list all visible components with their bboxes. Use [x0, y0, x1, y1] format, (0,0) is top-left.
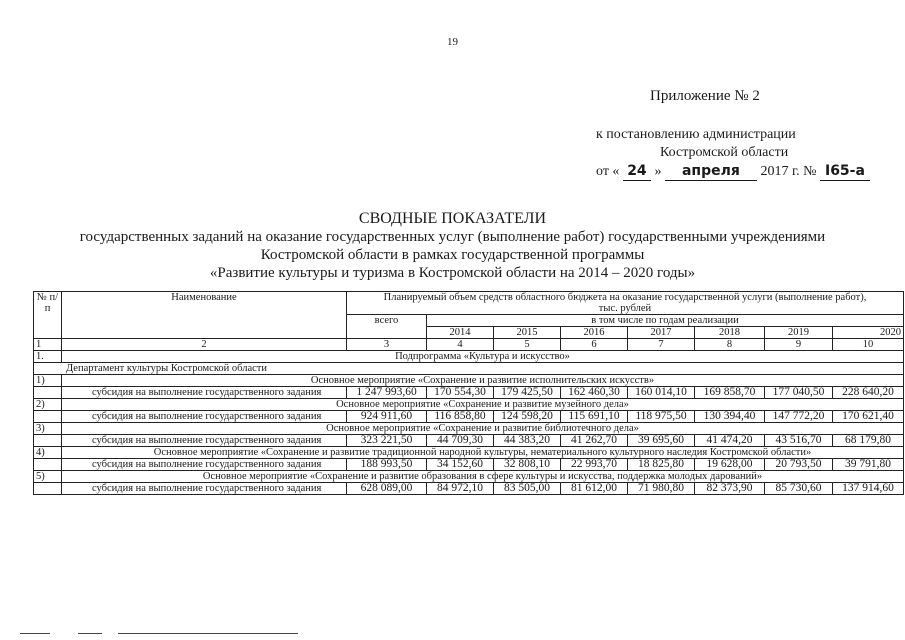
header-number: № п/п: [34, 292, 62, 339]
value-year: 41 262,70: [561, 435, 628, 447]
empty-cell: [34, 435, 62, 447]
column-number: 5: [494, 339, 561, 351]
value-year: 19 628,00: [695, 459, 765, 471]
value-year: 179 425,50: [494, 387, 561, 399]
value-year: 170 554,30: [427, 387, 494, 399]
bottom-rule: [20, 633, 50, 634]
activity-rows: [34, 375, 904, 495]
value-year: 22 993,70: [561, 459, 628, 471]
value-year: 81 612,00: [561, 483, 628, 495]
value-year: 82 373,90: [695, 483, 765, 495]
subsidy-label: субсидия на выполнение государственного задания: [62, 411, 347, 423]
column-number: 3: [347, 339, 427, 351]
subprogram-number: 1.: [34, 351, 62, 363]
value-total: 188 993,50: [347, 459, 427, 471]
column-number: 9: [765, 339, 833, 351]
subprogram-title: Подпрограмма «Культура и искусство»: [62, 351, 904, 363]
value-year: 20 793,50: [765, 459, 833, 471]
header-year: 2020: [833, 327, 904, 339]
title-line-3: Костромской области в рамках государственной программы: [260, 247, 645, 263]
value-year: 116 858,80: [427, 411, 494, 423]
activity-title-row: [34, 423, 904, 435]
activity-title-row: [34, 375, 904, 387]
column-number: 6: [561, 339, 628, 351]
activity-title: Основное мероприятие «Сохранение и развитие исполнительских искусств»: [62, 375, 904, 387]
value-year: 169 858,70: [695, 387, 765, 399]
activity-number: 5): [34, 471, 62, 483]
value-year: 39 695,60: [628, 435, 695, 447]
value-year: 32 808,10: [494, 459, 561, 471]
subsidy-row: [34, 411, 904, 423]
activity-title-row: [34, 447, 904, 459]
value-year: 162 460,30: [561, 387, 628, 399]
header-name: Наименование: [62, 292, 347, 339]
subsidy-label: субсидия на выполнение государственного задания: [62, 459, 347, 471]
header-year: 2018: [695, 327, 765, 339]
value-year: 118 975,50: [628, 411, 695, 423]
subsidy-row: [34, 459, 904, 471]
decree-line-2: Костромской области: [660, 145, 789, 160]
empty-cell: [34, 459, 62, 471]
decree-reference: [596, 126, 886, 181]
header-planned-text: Планируемый объем средств областного бюджета на оказание государственной услуги (выполнение работ),: [383, 292, 867, 303]
title-line-4: «Развитие культуры и туризма в Костромской области на 2014 – 2020 годы»: [209, 265, 696, 281]
subprogram-row: [34, 351, 904, 363]
value-year: 147 772,20: [765, 411, 833, 423]
value-year: 41 474,20: [695, 435, 765, 447]
value-year: 130 394,40: [695, 411, 765, 423]
empty-cell: [34, 483, 62, 495]
value-year: 177 040,50: [765, 387, 833, 399]
value-total: 323 221,50: [347, 435, 427, 447]
value-year: 68 179,80: [833, 435, 904, 447]
header-row-1: [34, 292, 904, 315]
column-number: 8: [695, 339, 765, 351]
value-total: 924 911,60: [347, 411, 427, 423]
header-year: 2017: [628, 327, 695, 339]
header-year: 2015: [494, 327, 561, 339]
decree-month: апреля: [665, 162, 757, 181]
empty-cell: [34, 387, 62, 399]
column-number: 2: [62, 339, 347, 351]
activity-title-row: [34, 399, 904, 411]
column-number: 1: [34, 339, 62, 351]
activity-number: 1): [34, 375, 62, 387]
value-total: 628 089,00: [347, 483, 427, 495]
decree-year: 2017 г. №: [760, 164, 817, 179]
title-line-2: государственных заданий на оказание государственных услуг (выполнение работ) государственными учреждениями: [79, 229, 826, 245]
value-total: 1 247 993,60: [347, 387, 427, 399]
activity-number: 3): [34, 423, 62, 435]
value-year: 18 825,80: [628, 459, 695, 471]
decree-line-1: к постановлению администрации: [596, 127, 796, 142]
value-year: 83 505,00: [494, 483, 561, 495]
department-name: Департамент культуры Костромской области: [34, 363, 904, 375]
decree-from-mid: »: [654, 164, 662, 179]
value-year: 43 516,70: [765, 435, 833, 447]
value-year: 160 014,10: [628, 387, 695, 399]
value-year: 124 598,20: [494, 411, 561, 423]
activity-title: Основное мероприятие «Сохранение и развитие музейного дела»: [62, 399, 904, 411]
subsidy-row: [34, 483, 904, 495]
header-units: тыс. рублей: [598, 303, 652, 314]
appendix-label: Приложение № 2: [650, 88, 760, 104]
bottom-rule: [118, 633, 298, 634]
decree-date-line: [596, 162, 886, 181]
department-row: [34, 363, 904, 375]
header-year: 2014: [427, 327, 494, 339]
value-year: 34 152,60: [427, 459, 494, 471]
value-year: 39 791,80: [833, 459, 904, 471]
value-year: 170 621,40: [833, 411, 904, 423]
activity-title: Основное мероприятие «Сохранение и развитие образования в сфере культуры и искусства, поддержка молодых дарований»: [62, 471, 904, 483]
header-total: всего: [347, 315, 427, 339]
header-year: 2016: [561, 327, 628, 339]
document-title: [0, 210, 905, 282]
value-year: 44 709,30: [427, 435, 494, 447]
value-year: 115 691,10: [561, 411, 628, 423]
subsidy-label: субсидия на выполнение государственного задания: [62, 483, 347, 495]
activity-title-row: [34, 471, 904, 483]
subsidy-row: [34, 435, 904, 447]
empty-cell: [34, 411, 62, 423]
decree-number: I65-а: [820, 162, 870, 181]
header-planned: [347, 292, 904, 315]
value-year: 84 972,10: [427, 483, 494, 495]
activity-number: 4): [34, 447, 62, 459]
value-year: 137 914,60: [833, 483, 904, 495]
subsidy-label: субсидия на выполнение государственного задания: [62, 387, 347, 399]
subsidy-row: [34, 387, 904, 399]
bottom-rule: [78, 633, 102, 634]
column-number: 10: [833, 339, 904, 351]
decree-day: 24: [623, 162, 651, 181]
indicators-table: [33, 291, 904, 495]
column-numbers-row: [34, 339, 904, 351]
value-year: 228 640,20: [833, 387, 904, 399]
header-by-years: в том числе по годам реализации: [427, 315, 904, 327]
decree-from-prefix: от «: [596, 164, 620, 179]
activity-title: Основное мероприятие «Сохранение и развитие библиотечного дела»: [62, 423, 904, 435]
value-year: 44 383,20: [494, 435, 561, 447]
column-number: 7: [628, 339, 695, 351]
activity-number: 2): [34, 399, 62, 411]
activity-title: Основное мероприятие «Сохранение и развитие традиционной народной культуры, нематериального культурного наследия Костромской области»: [62, 447, 904, 459]
header-year: 2019: [765, 327, 833, 339]
subsidy-label: субсидия на выполнение государственного задания: [62, 435, 347, 447]
title-heading: СВОДНЫЕ ПОКАЗАТЕЛИ: [358, 210, 547, 227]
page-number: 19: [447, 36, 458, 48]
value-year: 71 980,80: [628, 483, 695, 495]
value-year: 85 730,60: [765, 483, 833, 495]
column-number: 4: [427, 339, 494, 351]
